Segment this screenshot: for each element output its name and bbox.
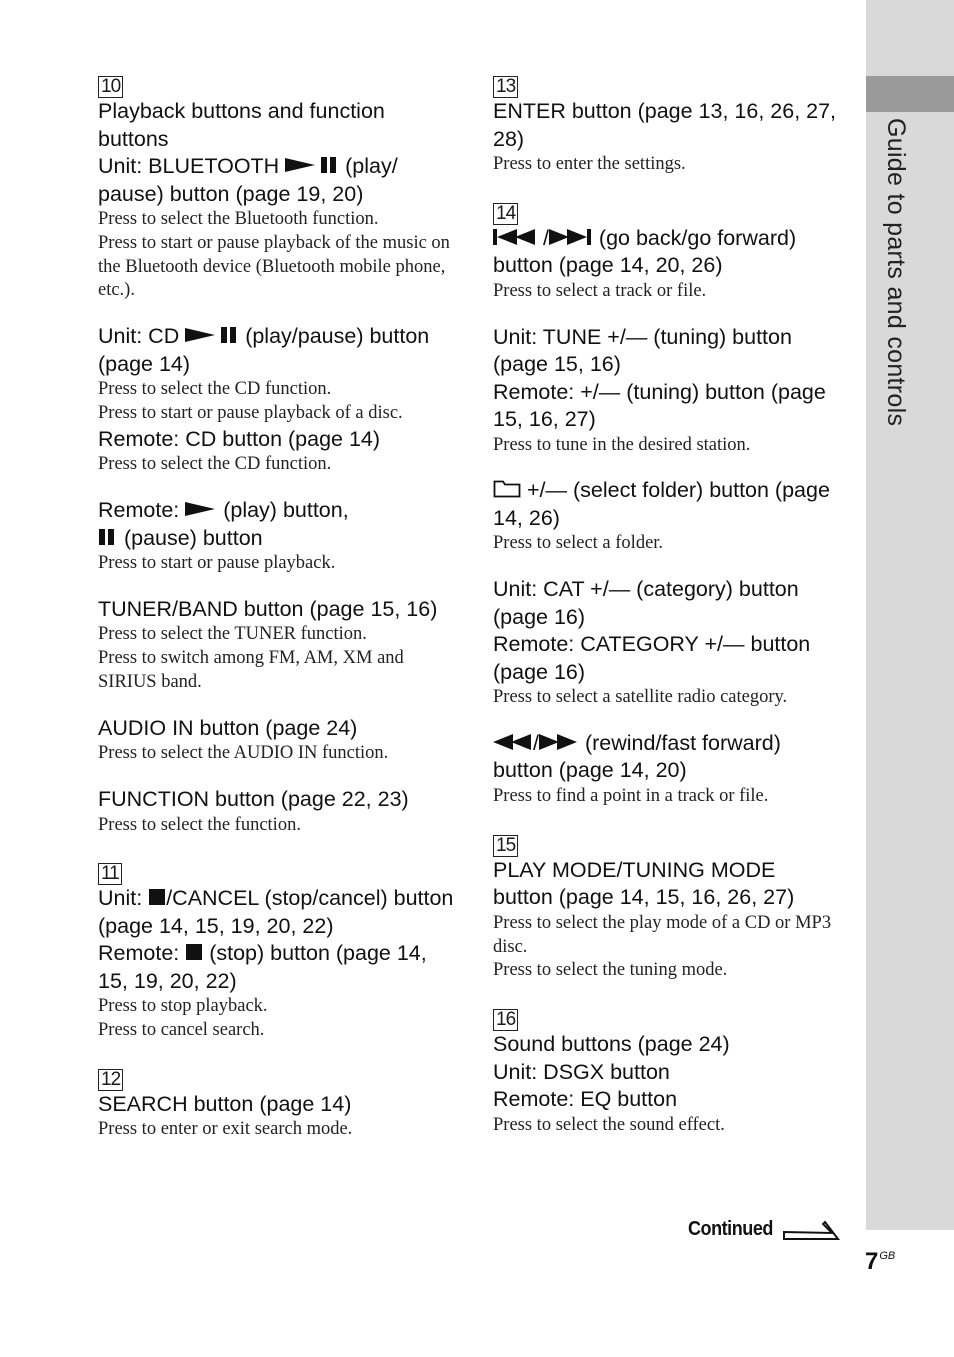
entry-heading: Remote: CD button (page 14) <box>98 426 381 451</box>
previous-icon <box>493 225 537 253</box>
entry-description: Press to cancel search. <box>98 1020 265 1041</box>
item-number-14: 14 <box>493 203 518 225</box>
entry-description: Press to enter the settings. <box>493 154 686 174</box>
entry-heading: Remote: EQ button <box>493 1087 678 1112</box>
entry-heading: Unit: BLUETOOTH (play/ pause) button (page 19, 20) <box>98 154 398 206</box>
entry-search <box>98 1091 460 1142</box>
entry-description: Press to select the Bluetooth function. <box>98 209 379 229</box>
play-icon <box>185 497 217 525</box>
item-number-11: 11 <box>98 863 122 885</box>
entry-description: Press to select a track or file. <box>493 280 707 301</box>
fast-forward-icon <box>539 730 579 758</box>
entry-description: Press to find a point in a track or file. <box>493 785 769 806</box>
continued-label: Continued <box>688 1218 773 1240</box>
stop-icon <box>148 885 166 913</box>
entry-description: Press to select a folder. <box>493 533 664 554</box>
entry-description: Press to switch among FM, AM, XM and SIRIUS band. <box>98 648 404 692</box>
entry-heading: Remote: +/— (tuning) button (page 15, 16, 27) <box>493 379 826 432</box>
entry-heading: FUNCTION button (page 22, 23) <box>98 787 409 812</box>
entry-description: Press to select the sound effect. <box>493 1114 725 1135</box>
entry-heading: / (rewind/fast forward) button (page 14, 20) <box>493 730 781 783</box>
pause-icon <box>98 525 118 553</box>
entry-description: Press to select a satellite radio category. <box>493 687 788 708</box>
entry-description: Press to enter or exit search mode. <box>98 1119 353 1140</box>
entry-sound <box>493 1031 838 1137</box>
entry-playback-bluetooth <box>98 98 460 303</box>
entry-play-mode <box>493 857 838 983</box>
folder-icon <box>493 477 521 505</box>
entry-heading: / (go back/go forward) button (page 14, 20, 26) <box>493 225 797 278</box>
entry-heading: PLAY MODE/TUNING MODE button (page 14, 15, 16, 26, 27) <box>493 857 795 910</box>
entry-description: Press to select the play mode of a CD or MP3 disc. <box>493 912 832 957</box>
section-title: Guide to parts and controls <box>882 118 910 427</box>
entry-description: Press to select the CD function. <box>98 454 332 475</box>
entry-description: Press to select the function. <box>98 814 301 835</box>
entry-heading: Unit: DSGX button <box>493 1059 670 1084</box>
entry-skip <box>493 225 838 304</box>
play-pause-icon <box>285 153 339 181</box>
entry-category <box>493 576 838 710</box>
entry-description: Press to select the tuning mode. <box>493 960 728 981</box>
item-number-16: 16 <box>493 1009 518 1031</box>
entry-enter <box>493 98 838 177</box>
right-column <box>493 70 838 1157</box>
entry-heading: TUNER/BAND button (page 15, 16) <box>98 596 438 621</box>
entry-heading: Unit: CD (play/pause) button (page 14) <box>98 324 430 376</box>
entry-tuner-band <box>98 596 460 695</box>
entry-function <box>98 786 460 837</box>
entry-folder <box>493 477 838 556</box>
entry-tune <box>493 324 838 458</box>
entry-heading: Remote: (play) button, (pause) button <box>98 497 460 552</box>
play-pause-icon <box>185 323 239 351</box>
page-number-suffix: GB <box>879 1250 896 1262</box>
entry-audio-in <box>98 715 460 766</box>
left-column <box>98 70 460 1162</box>
entry-heading: Sound buttons (page 24) <box>493 1032 730 1057</box>
entry-description: Press to select the CD function. <box>98 379 332 400</box>
item-number-13: 13 <box>493 76 518 98</box>
stop-icon <box>185 940 203 968</box>
item-number-10: 10 <box>98 76 123 98</box>
entry-description: Press to start or pause playback. <box>98 553 336 574</box>
entry-heading: Unit: CAT +/— (category) button (page 16) <box>493 577 799 629</box>
item-number-15: 15 <box>493 835 518 857</box>
entry-description: Press to select the TUNER function. <box>98 624 367 645</box>
entry-heading: Remote: CATEGORY +/— button (page 16) <box>493 632 811 684</box>
entry-heading: Unit: /CANCEL (stop/cancel) button (page 14, 15, 19, 20, 22) <box>98 886 454 938</box>
continued-arrow-icon <box>783 1219 841 1243</box>
entry-heading: SEARCH button (page 14) <box>98 1091 352 1116</box>
entry-description: Press to start or pause playback of a disc. <box>98 402 403 423</box>
rewind-icon <box>493 730 533 758</box>
entry-heading: Playback buttons and function buttons <box>98 99 385 151</box>
entry-description: Press to tune in the desired station. <box>493 434 751 455</box>
entry-heading: Remote: (stop) button (page 14, 15, 19, 20, 22) <box>98 941 427 993</box>
item-number-12: 12 <box>98 1069 123 1091</box>
entry-stop-cancel <box>98 885 460 1043</box>
entry-description: Press to start or pause playback of the music on the Bluetooth device (Bluetooth mobile phone, etc.). <box>98 232 450 301</box>
next-icon <box>549 225 593 253</box>
entry-heading: +/— (select folder) button (page 14, 26) <box>493 478 830 530</box>
entry-heading: Unit: TUNE +/— (tuning) button (page 15, 16) <box>493 324 792 377</box>
side-tab-marker <box>866 76 954 112</box>
entry-description: Press to stop playback. <box>98 996 268 1017</box>
entry-heading: ENTER button (page 13, 16, 26, 27, 28) <box>493 99 837 151</box>
page-number: $7^{GB}$ <box>865 1248 896 1275</box>
entry-remote-play-pause <box>98 497 460 576</box>
entry-description: Press to select the AUDIO IN function. <box>98 743 389 764</box>
entry-cd <box>98 323 460 477</box>
entry-rewind-ff <box>493 730 838 809</box>
entry-heading: AUDIO IN button (page 24) <box>98 715 358 740</box>
